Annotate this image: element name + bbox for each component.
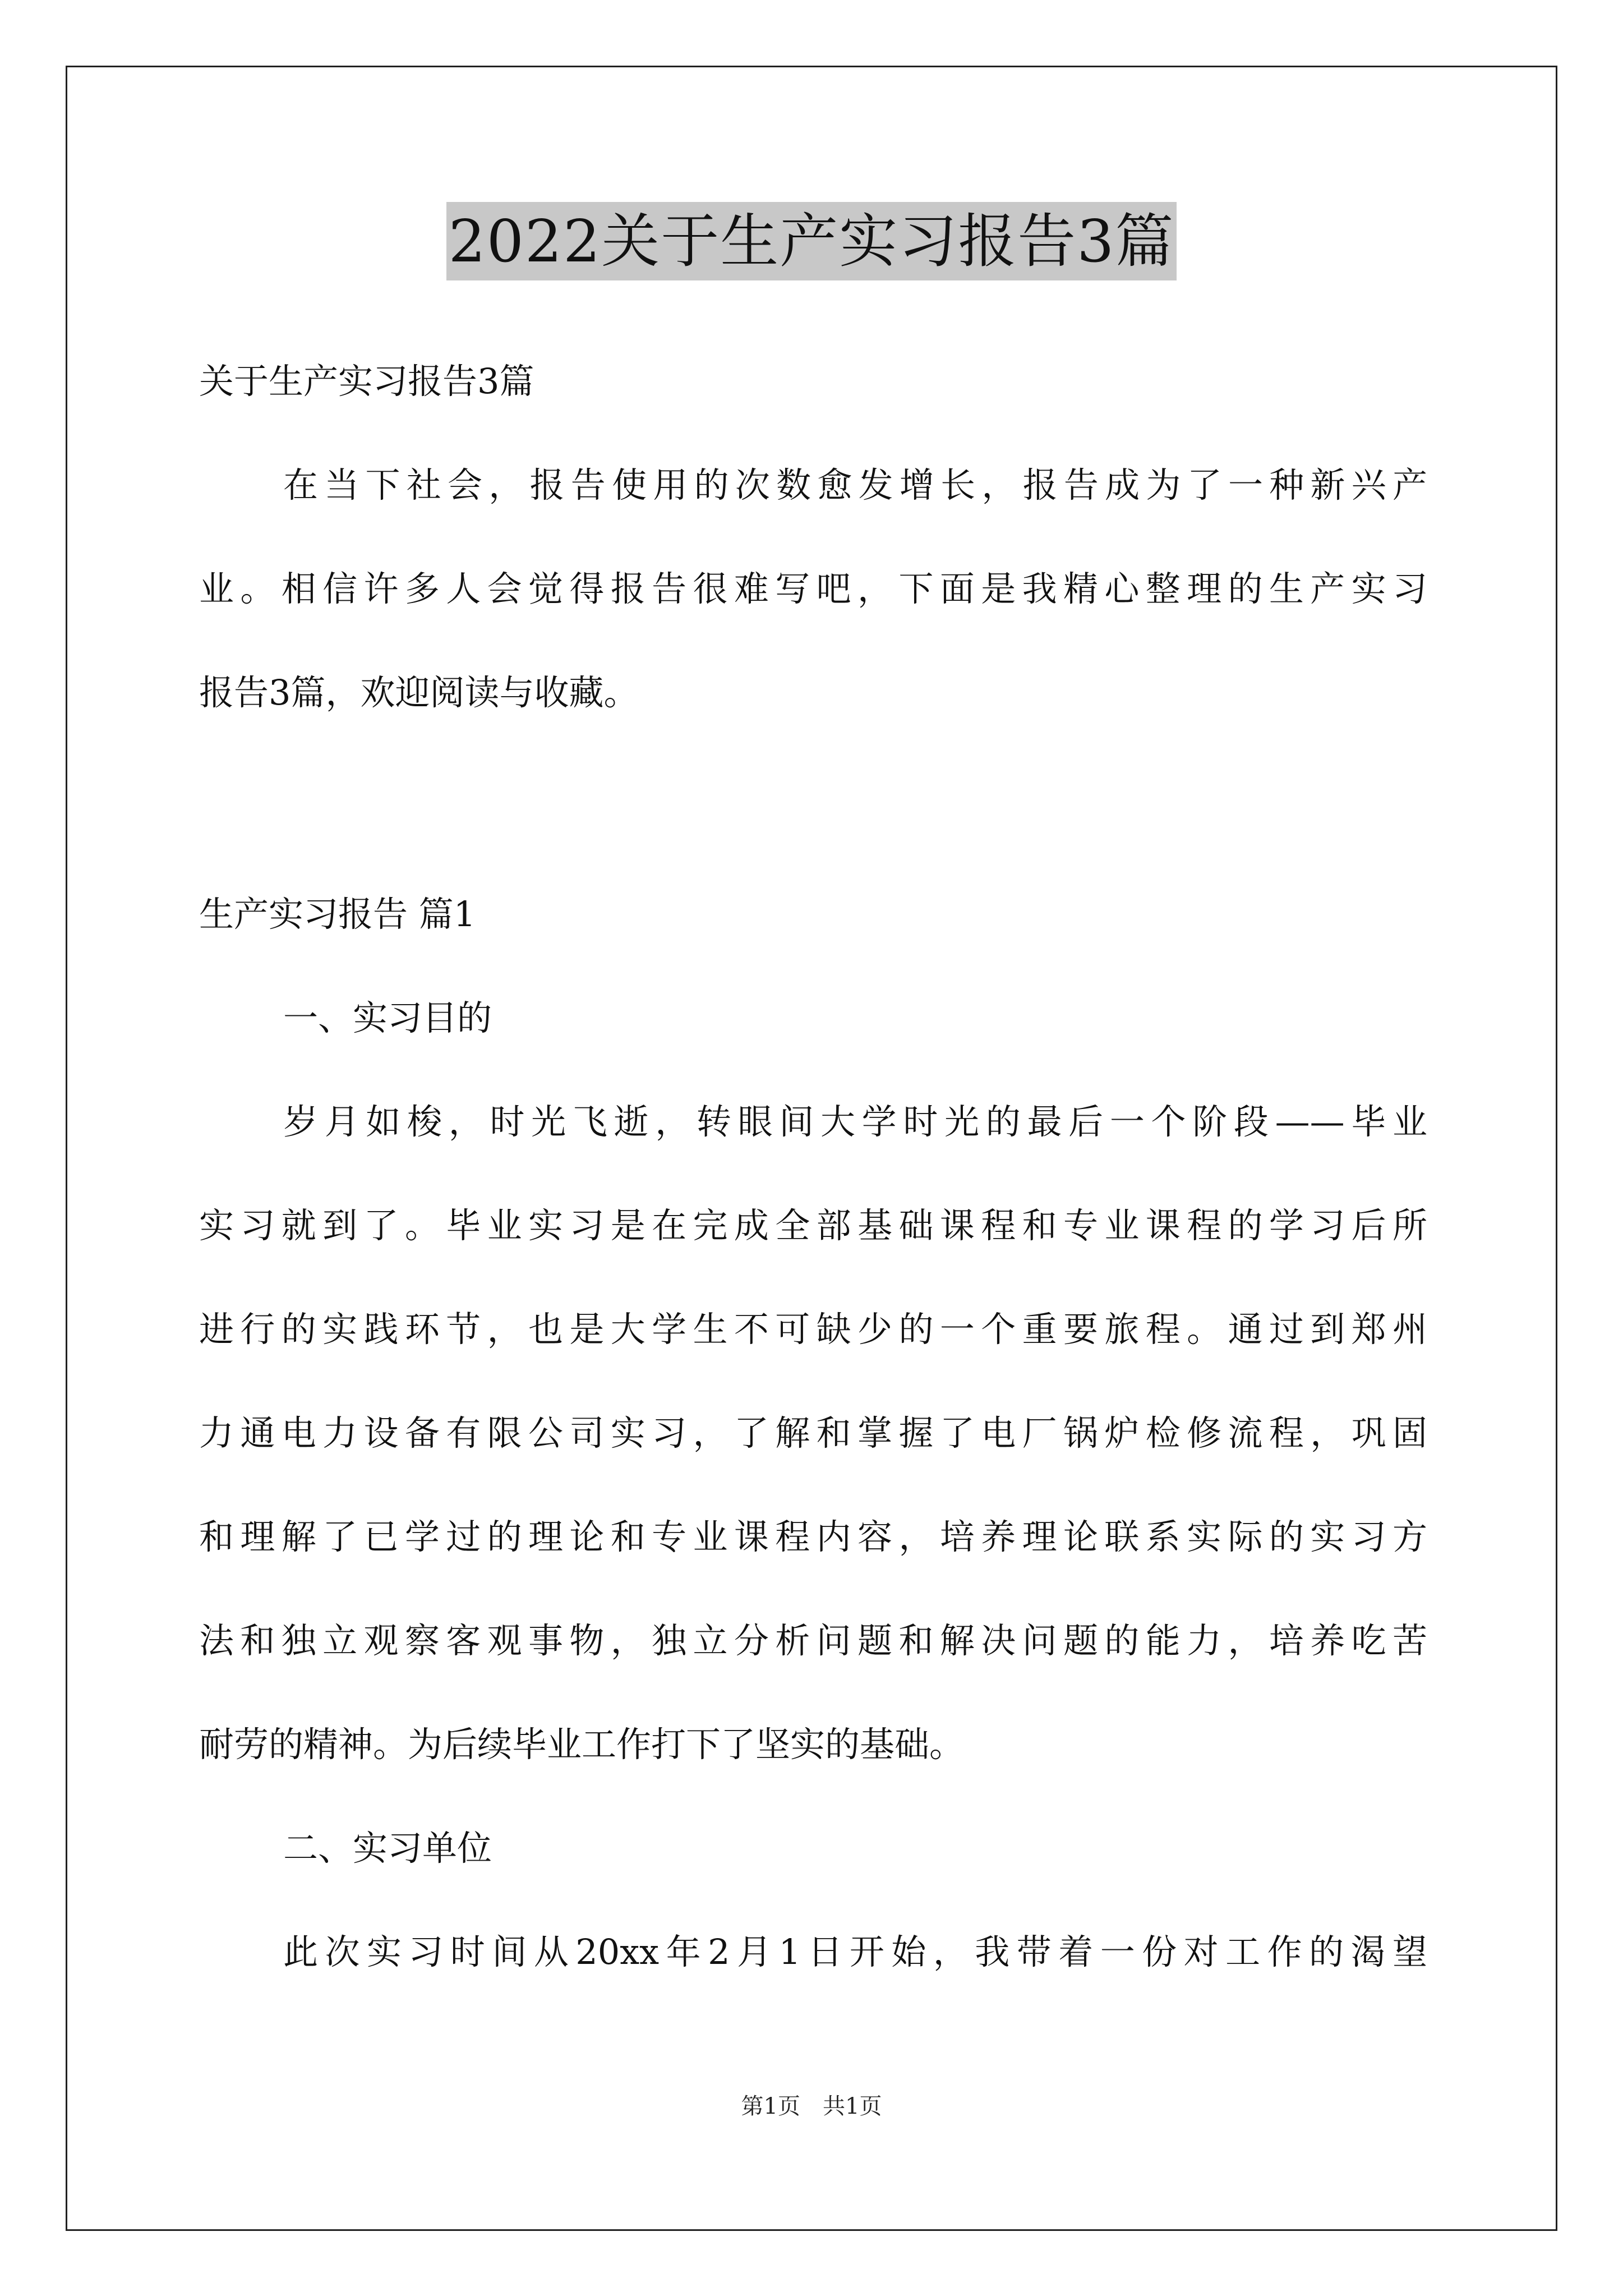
page-footer: 第1页 共1页 (741, 2093, 882, 2119)
heading-unit: 二、实习单位 (283, 1828, 492, 1869)
section-title: 生产实习报告 篇1 (199, 894, 476, 935)
purpose-line-4: 力通电力设备有限公司实习，了解和掌握了电厂锅炉检修流程，巩固 (199, 1412, 1427, 1453)
intro-line-1: 在当下社会，报告使用的次数愈发增长，报告成为了一种新兴产 (283, 464, 1427, 505)
document-subtitle: 关于生产实习报告3篇 (199, 361, 534, 402)
purpose-line-2: 实习就到了。毕业实习是在完成全部基础课程和专业课程的学习后所 (199, 1205, 1427, 1246)
purpose-line-3: 进行的实践环节，也是大学生不可缺少的一个重要旅程。通过到郑州 (199, 1309, 1427, 1350)
unit-line-1: 此次实习时间从20xx年2月1日开始，我带着一份对工作的渴望 (283, 1931, 1427, 1972)
purpose-line-7: 耐劳的精神。为后续毕业工作打下了坚实的基础。 (199, 1724, 965, 1765)
intro-line-2: 业。相信许多人会觉得报告很难写吧，下面是我精心整理的生产实习 (199, 568, 1427, 609)
purpose-line-1: 岁月如梭，时光飞逝，转眼间大学时光的最后一个阶段——毕业 (283, 1101, 1427, 1142)
document-title: 2022关于生产实习报告3篇 (446, 202, 1177, 280)
purpose-line-6: 法和独立观察客观事物，独立分析问题和解决问题的能力，培养吃苦 (199, 1620, 1427, 1661)
intro-line-3: 报告3篇，欢迎阅读与收藏。 (199, 672, 639, 713)
heading-purpose: 一、实习目的 (283, 997, 492, 1038)
title-block (0, 202, 1623, 280)
purpose-line-5: 和理解了已学过的理论和专业课程内容，培养理论联系实际的实习方 (199, 1516, 1427, 1557)
